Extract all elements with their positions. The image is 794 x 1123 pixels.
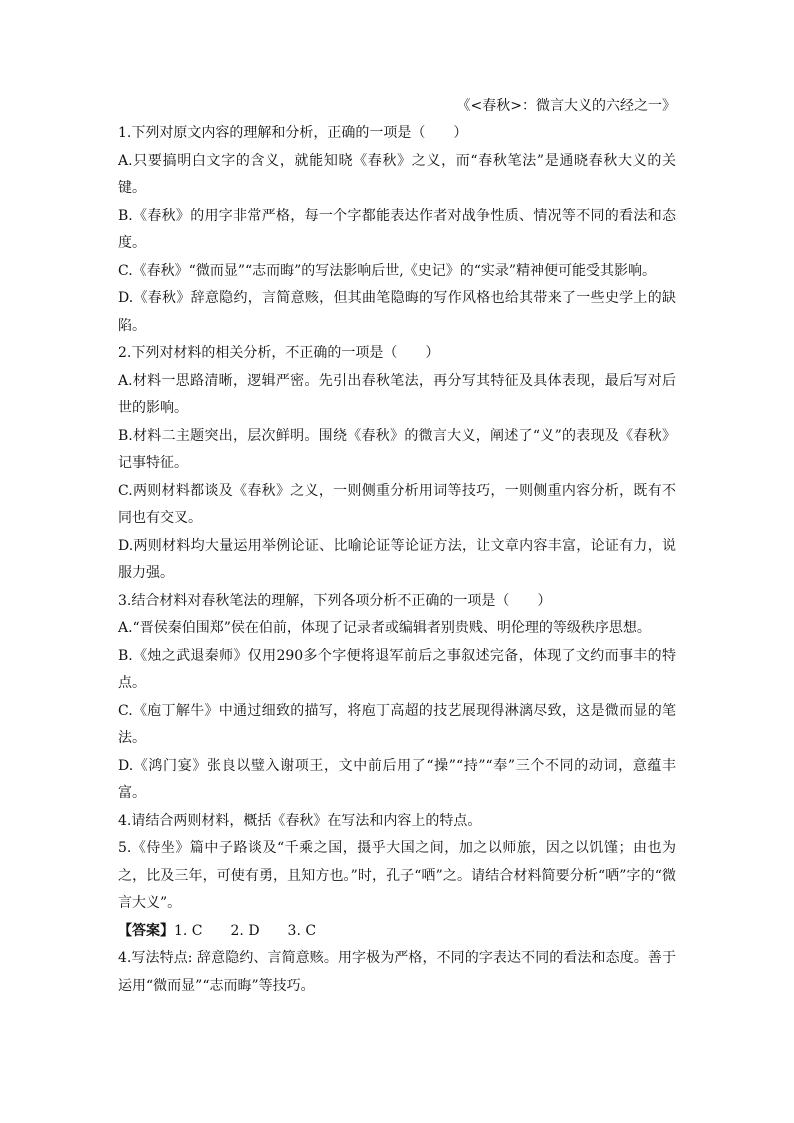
question-q1-a: A.只要搞明白文字的含义，就能知晓《春秋》之义，而“春秋笔法”是通晓春秋大义的关键。 bbox=[118, 152, 676, 196]
source-title: 《<春秋>：微言大义的六经之一》 bbox=[456, 98, 676, 114]
question-q2-stem: 2.下列对材料的相关分析，不正确的一项是（ ） bbox=[118, 345, 440, 361]
answer-q4: 4.写法特点: 辞意隐约、言简意赅。用字极为严格，不同的字表达不同的看法和态度。善于运用“微而显”“志而晦”等技巧。 bbox=[118, 950, 676, 994]
question-q1-c: C.《春秋》“微而显”“志而晦”的写法影响后世,《史记》的“实录”精神便可能受其影响。 bbox=[118, 262, 657, 279]
question-q1-d: D.《春秋》辞意隐约，言简意赅，但其曲笔隐晦的写作风格也给其带来了一些史学上的缺陷。 bbox=[118, 290, 676, 334]
question-q3-c: C.《庖丁解牛》中通过细致的描写，将庖丁高超的技艺展现得淋漓尽致，这是微而显的笔法。 bbox=[118, 702, 676, 746]
multiple-choice-answers: 1. C 2. D 3. C bbox=[174, 922, 317, 939]
question-q3-d: D.《鸿门宴》张良以璧入谢项王，文中前后用了“操”“持”“奉”三个不同的动词，意蕴丰富。 bbox=[118, 757, 676, 801]
question-q5-stem: 5.《侍坐》篇中子路谈及“千乘之国，摄乎大国之间，加之以师旅，因之以饥馑；由也为之，比及三年，可使有勇，且知方也。”时，孔子“哂”之。请结合材料简要分析“哂”字的“微言大义”。 bbox=[118, 840, 676, 911]
question-q3-stem: 3.结合材料对春秋笔法的理解，下列各项分析不正确的一项是（ ） bbox=[118, 592, 552, 609]
answer-line bbox=[118, 918, 676, 946]
question-q2-b: B.材料二主题突出，层次鲜明。围绕《春秋》的微言大义，阐述了“义”的表现及《春秋》记事特征。 bbox=[118, 427, 676, 471]
question-q2-a: A.材料一思路清晰，逻辑严密。先引出春秋笔法，再分写其特征及具体表现，最后写对后世的影响。 bbox=[118, 372, 676, 416]
question-q1-b: B.《春秋》的用字非常严格，每一个字都能表达作者对战争性质、情况等不同的看法和态度。 bbox=[118, 207, 676, 251]
answer-tag: 【答案】 bbox=[118, 922, 174, 939]
question-q4-stem: 4.请结合两则材料，概括《春秋》在写法和内容上的特点。 bbox=[118, 812, 482, 829]
document-page bbox=[118, 92, 676, 1000]
question-q3-b: B.《烛之武退秦师》仅用290多个字便将退军前后之事叙述完备，体现了文约而事丰的特点。 bbox=[118, 647, 676, 691]
question-q1-stem: 1.下列对原文内容的理解和分析，正确的一项是（ ） bbox=[118, 125, 468, 141]
question-q2-c: C.两则材料都谈及《春秋》之义，一则侧重分析用词等技巧，一则侧重内容分析，既有不同也有交叉。 bbox=[118, 482, 676, 526]
question-list bbox=[118, 120, 676, 918]
question-q2-d: D.两则材料均大量运用举例论证、比喻论证等论证方法，让文章内容丰富，论证有力，说服力强。 bbox=[118, 537, 676, 581]
question-q3-a: A.“晋侯秦伯围郑”侯在伯前，体现了记录者或编辑者别贵贱、明伦理的等级秩序思想。 bbox=[118, 620, 651, 636]
